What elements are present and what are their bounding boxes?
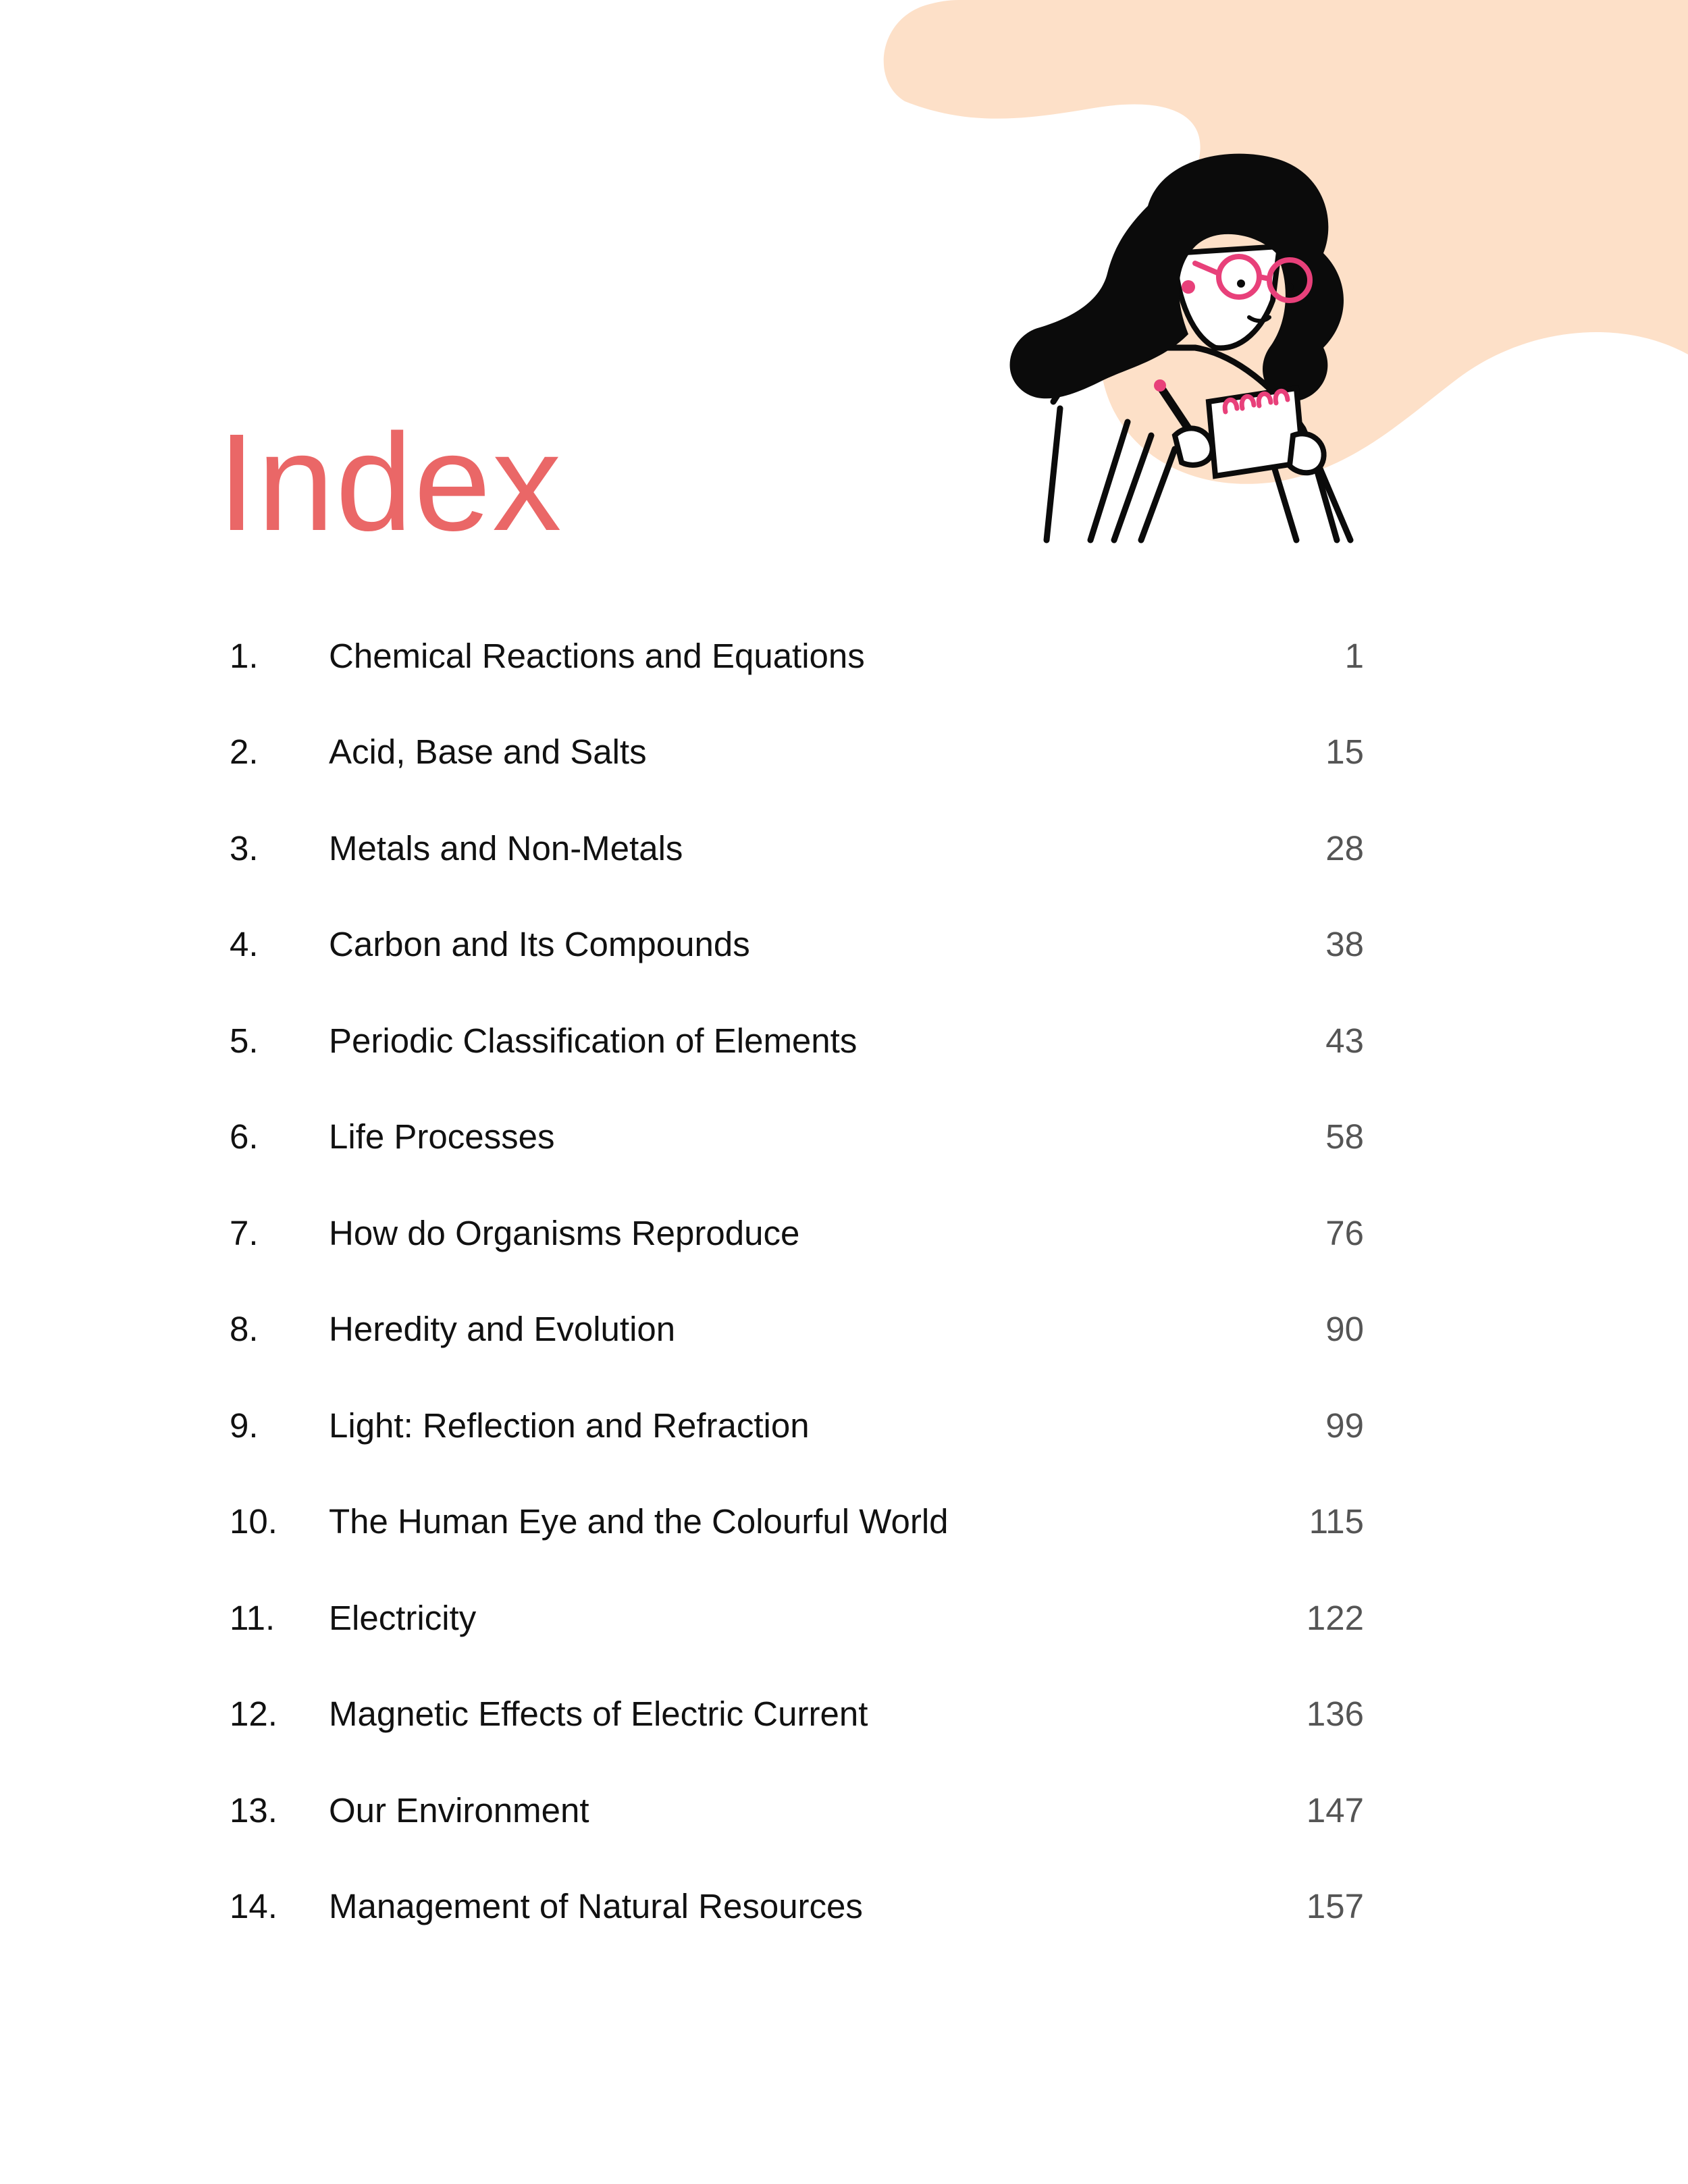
toc-row — [230, 1570, 1364, 1666]
toc-row — [230, 1089, 1364, 1186]
toc-title: Management of Natural Resources — [329, 1887, 863, 1926]
toc-row — [230, 1281, 1364, 1378]
toc-page-number: 28 — [1325, 828, 1364, 868]
toc-number: 9. — [230, 1406, 259, 1445]
toc-title: How do Organisms Reproduce — [329, 1213, 800, 1252]
toc-title: Acid, Base and Salts — [329, 733, 647, 772]
toc-number: 2. — [230, 733, 259, 772]
toc-row — [230, 1666, 1364, 1763]
toc-number: 8. — [230, 1310, 259, 1349]
toc-title: Light: Reflection and Refraction — [329, 1406, 810, 1445]
hair-shape — [1010, 154, 1344, 402]
toc-page-number: 157 — [1306, 1887, 1364, 1926]
toc-title: Electricity — [329, 1598, 477, 1637]
toc-number: 5. — [230, 1021, 259, 1060]
toc-row — [230, 704, 1364, 801]
toc-row — [230, 608, 1364, 704]
toc-page-number: 147 — [1306, 1790, 1364, 1830]
page-title: Index — [217, 405, 563, 560]
toc-page-number: 136 — [1306, 1695, 1364, 1734]
toc-page-number: 115 — [1309, 1502, 1364, 1541]
toc-row — [230, 1762, 1364, 1859]
toc-number: 14. — [230, 1887, 278, 1926]
toc-number: 11. — [230, 1598, 275, 1637]
woman-writing-illustration — [972, 145, 1391, 543]
toc-row — [230, 1185, 1364, 1281]
toc-page-number: 1 — [1344, 636, 1364, 675]
toc-title: Carbon and Its Compounds — [329, 925, 750, 964]
toc-title: Periodic Classification of Elements — [329, 1021, 858, 1060]
toc-page-number: 15 — [1325, 733, 1364, 772]
toc-page-number: 90 — [1325, 1310, 1364, 1349]
toc-number: 13. — [230, 1790, 278, 1830]
table-of-contents — [230, 608, 1364, 1954]
toc-title: Chemical Reactions and Equations — [329, 636, 865, 675]
toc-row — [230, 1859, 1364, 1955]
toc-row — [230, 1377, 1364, 1474]
toc-title: Our Environment — [329, 1790, 589, 1830]
toc-number: 1. — [230, 636, 259, 675]
toc-number: 6. — [230, 1117, 259, 1156]
toc-page-number: 38 — [1325, 925, 1364, 964]
toc-page-number: 122 — [1306, 1598, 1364, 1637]
toc-page-number: 99 — [1325, 1406, 1364, 1445]
toc-number: 3. — [230, 828, 259, 868]
toc-page-number: 58 — [1325, 1117, 1364, 1156]
toc-page-number: 43 — [1325, 1021, 1364, 1060]
toc-title: The Human Eye and the Colourful World — [329, 1502, 949, 1541]
toc-title: Magnetic Effects of Electric Current — [329, 1695, 868, 1734]
toc-number: 7. — [230, 1213, 259, 1252]
toc-title: Metals and Non-Metals — [329, 828, 683, 868]
toc-number: 10. — [230, 1502, 278, 1541]
toc-number: 12. — [230, 1695, 278, 1734]
toc-row — [230, 897, 1364, 993]
toc-title: Heredity and Evolution — [329, 1310, 676, 1349]
toc-row — [230, 800, 1364, 897]
toc-number: 4. — [230, 925, 259, 964]
toc-row — [230, 992, 1364, 1089]
toc-page-number: 76 — [1325, 1213, 1364, 1252]
toc-title: Life Processes — [329, 1117, 555, 1156]
toc-row — [230, 1474, 1364, 1570]
